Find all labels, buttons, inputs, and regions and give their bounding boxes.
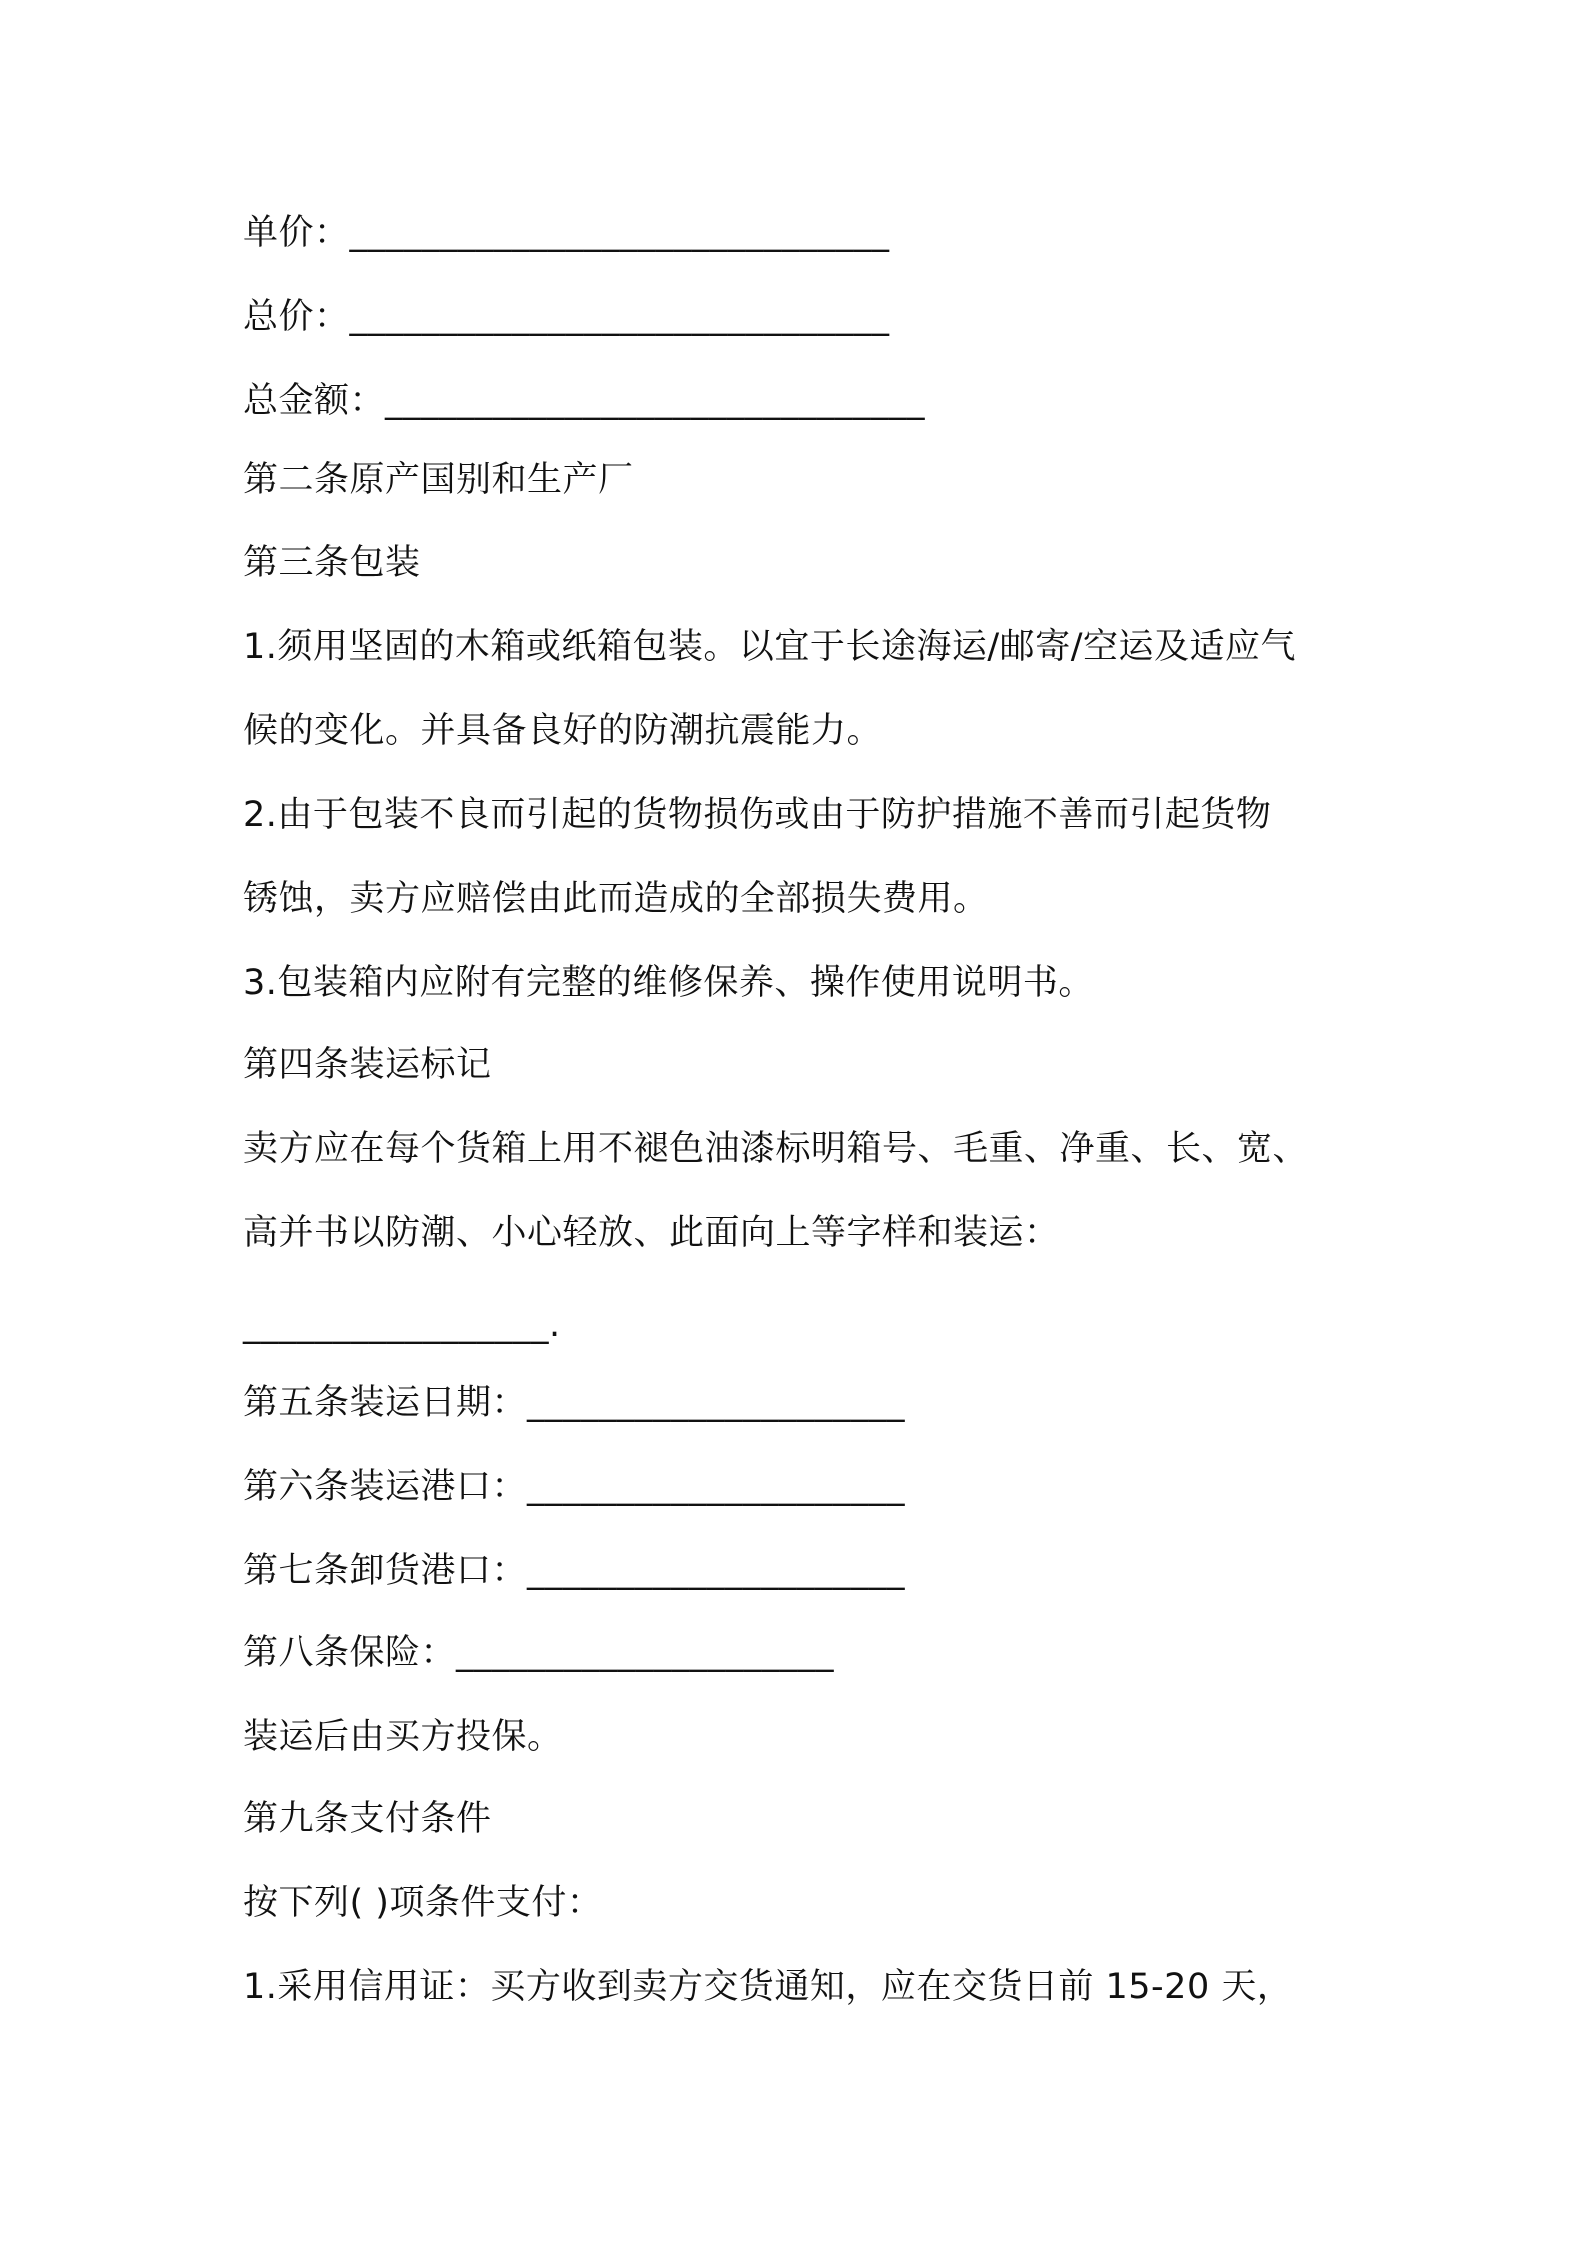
total-amount-line: 总金额：______________________________ [243,381,926,421]
article-4-heading: 第四条装运标记 [243,1045,492,1085]
article-6-loading-port: 第六条装运港口：_____________________ [243,1467,906,1507]
article-8-insurance: 第八条保险：_____________________ [243,1633,835,1673]
article-7-discharge-port: 第七条卸货港口：_____________________ [243,1551,906,1591]
total-price-line: 总价：______________________________ [243,297,890,337]
unit-price-line: 单价：______________________________ [243,213,890,253]
packing-clause-1-line-2: 候的变化。并具备良好的防潮抗震能力。 [243,711,883,751]
packing-clause-3: 3.包装箱内应附有完整的维修保养、操作使用说明书。 [243,963,1094,1003]
packing-clause-2-line-1: 2.由于包装不良而引起的货物损伤或由于防护措施不善而引起货物 [243,795,1272,835]
article-2-heading: 第二条原产国别和生产厂 [243,460,634,500]
marking-blank-line: _________________. [243,1305,561,1345]
marking-line-1: 卖方应在每个货箱上用不褪色油漆标明箱号、毛重、净重、长、宽、 [243,1129,1309,1169]
packing-clause-1-line-1: 1.须用坚固的木箱或纸箱包装。以宜于长途海运/邮寄/空运及适应气 [243,627,1296,667]
article-9-heading: 第九条支付条件 [243,1799,492,1839]
payment-clause-1: 1.采用信用证：买方收到卖方交货通知，应在交货日前 15-20 天， [243,1967,1293,2007]
packing-clause-2-line-2: 锈蚀，卖方应赔偿由此而造成的全部损失费用。 [243,879,989,919]
marking-line-2: 高并书以防潮、小心轻放、此面向上等字样和装运： [243,1213,1060,1253]
payment-condition-intro: 按下列( )项条件支付： [243,1883,603,1923]
article-5-shipment-date: 第五条装运日期：_____________________ [243,1383,906,1423]
insurance-note: 装运后由买方投保。 [243,1717,563,1757]
article-3-heading: 第三条包装 [243,543,421,583]
